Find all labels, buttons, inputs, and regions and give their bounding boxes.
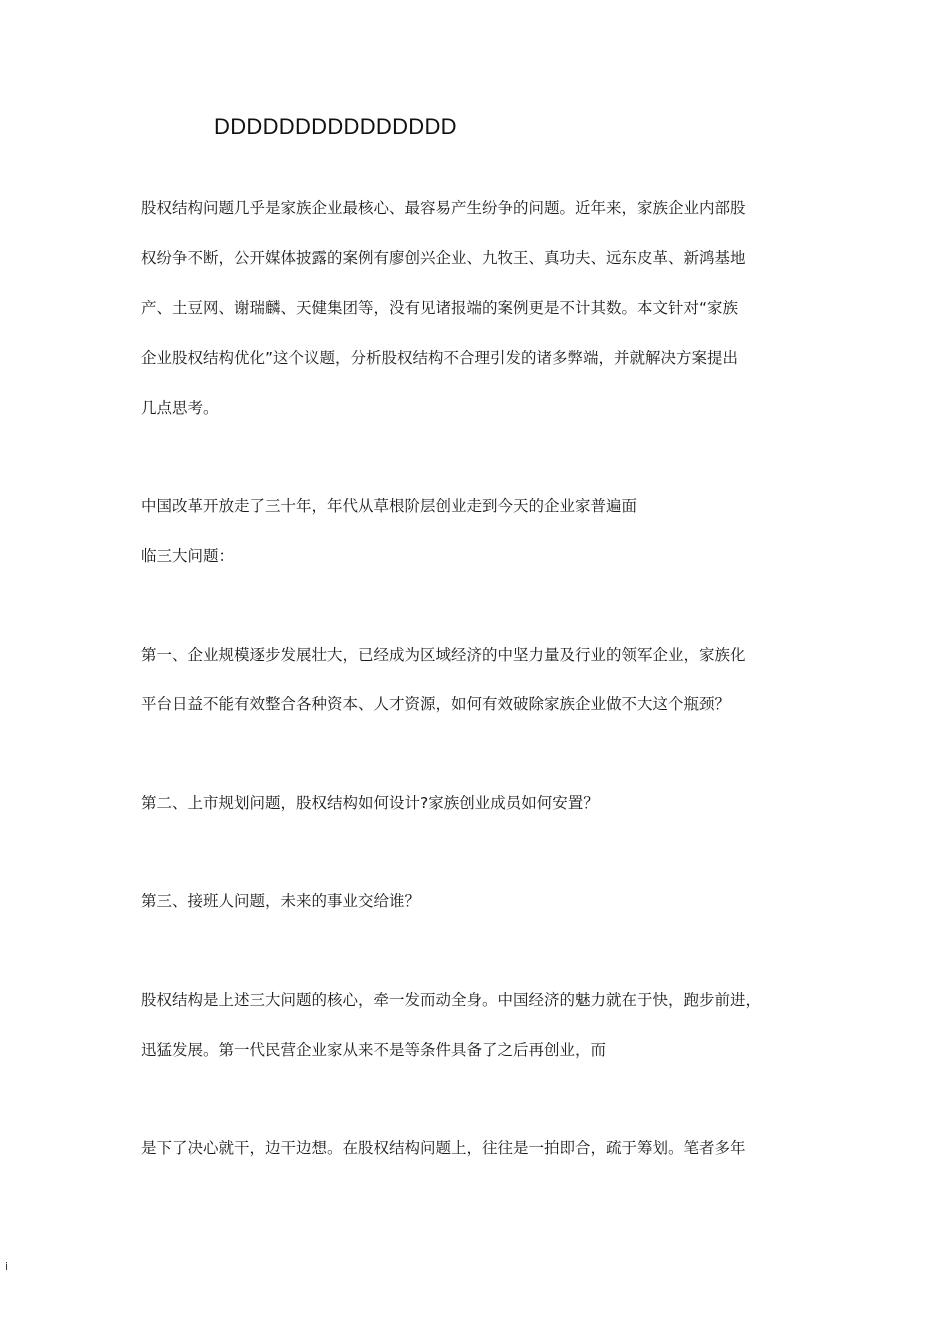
paragraph-line: 股权结构是上述三大问题的核心，牵一发而动全身。中国经济的魅力就在于快，跑步前进， <box>141 991 762 1009</box>
paragraph-line: 企业股权结构优化”这个议题，分析股权结构不合理引发的诸多弊端，并就解决方案提出 <box>141 349 739 367</box>
paragraph-line: 平台日益不能有效整合各种资本、人才资源，如何有效破除家族企业做不大这个瓶颈？ <box>141 695 731 713</box>
paragraph-line: 第一、企业规模逐步发展壮大，已经成为区域经济的中坚力量及行业的领军企业，家族化 <box>141 646 746 664</box>
paragraph-line: 第二、上市规划问题，股权结构如何设计?家族创业成员如何安置？ <box>141 794 599 812</box>
paragraph-line: 临三大问题： <box>141 547 235 565</box>
paragraph-line: 权纷争不断，公开媒体披露的案例有廖创兴企业、九牧王、真功夫、远东皮革、新鸿基地 <box>141 249 746 267</box>
paragraph-line: 产、土豆网、谢瑞麟、天健集团等，没有见诸报端的案例更是不计其数。本文针对“家族 <box>141 299 739 317</box>
paragraph-line: 迅猛发展。第一代民营企业家从来不是等条件具备了之后再创业，而 <box>141 1041 607 1059</box>
paragraph-line: 第三、接班人问题，未来的事业交给谁？ <box>141 892 421 910</box>
page-marker: i <box>5 1260 9 1273</box>
paragraph-line: 几点思考。 <box>141 399 219 417</box>
paragraph-line: 中国改革开放走了三十年，年代从草根阶层创业走到今天的企业家普遍面 <box>141 497 638 515</box>
document-title: DDDDDDDDDDDDDDD <box>214 114 457 139</box>
paragraph-line: 股权结构问题几乎是家族企业最核心、最容易产生纷争的问题。近年来，家族企业内部股 <box>141 199 746 217</box>
paragraph-line: 是下了决心就干，边干边想。在股权结构问题上，往往是一拍即合，疏于筹划。笔者多年 <box>141 1139 746 1157</box>
